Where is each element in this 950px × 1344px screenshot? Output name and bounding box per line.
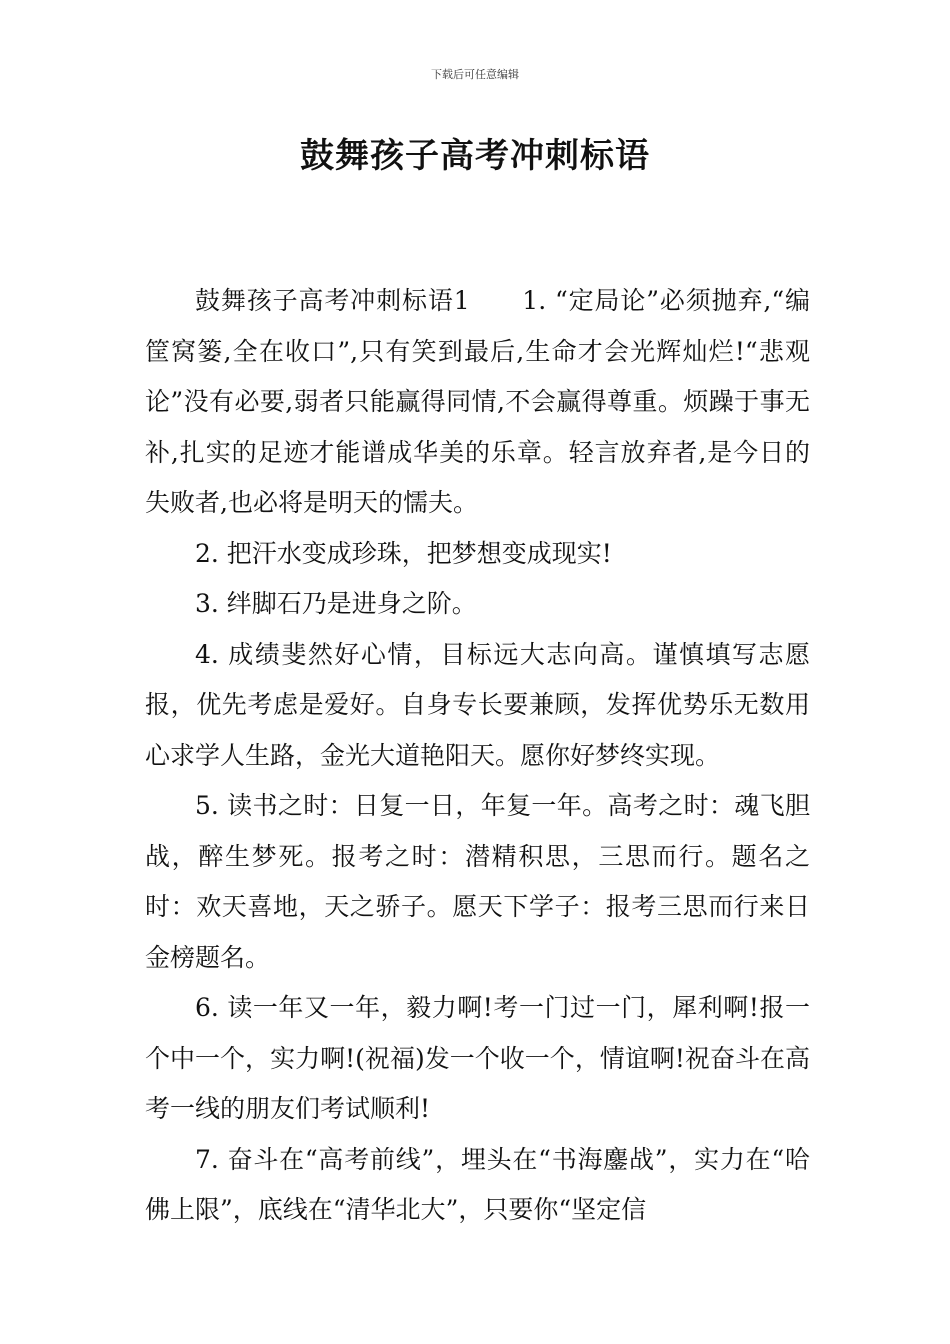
paragraph-7: 7. 奋斗在“高考前线”，埋头在“书海鏖战”，实力在“哈佛上限”，底线在“清华北大”，只要你“坚定信 [145, 1144, 810, 1224]
document-body [145, 276, 810, 1236]
paragraph-4: 4. 成绩斐然好心情，目标远大志向高。谨慎填写志愿报，优先考虑是爱好。自身专长要兼顾，发挥优势乐无数用心求学人生路，金光大道艳阳天。愿你好梦终实现。 [145, 639, 810, 770]
paragraph-2: 2. 把汗水变成珍珠，把梦想变成现实! [195, 538, 612, 568]
document-title: 鼓舞孩子高考冲刺标语 [300, 136, 650, 176]
paragraph-1: 鼓舞孩子高考冲刺标语1 1. “定局论”必须抛弃,“编筐窝篓,全在收口”,只有笑到最后,生命才会光辉灿烂!“悲观论”没有必要,弱者只能赢得同情,不会赢得尊重。烦躁于事无补,扎实的足迹才能谱成华美的乐章。轻言放弃者,是今日的失败者,也必将是明天的懦夫。 [145, 286, 810, 517]
paragraph-6: 6. 读一年又一年，毅力啊!考一门过一门，犀利啊!报一个中一个，实力啊!(祝福)发一个收一个，情谊啊!祝奋斗在高考一线的朋友们考试顺利! [145, 993, 810, 1123]
paragraph-5: 5. 读书之时：日复一日，年复一年。高考之时：魂飞胆战，醉生梦死。报考之时：潜精积思，三思而行。题名之时：欢天喜地，天之骄子。愿天下学子：报考三思而行来日金榜题名。 [145, 791, 810, 972]
header-note: 下载后可任意编辑 [431, 68, 519, 81]
paragraph-3: 3. 绊脚石乃是进身之阶。 [195, 589, 477, 618]
